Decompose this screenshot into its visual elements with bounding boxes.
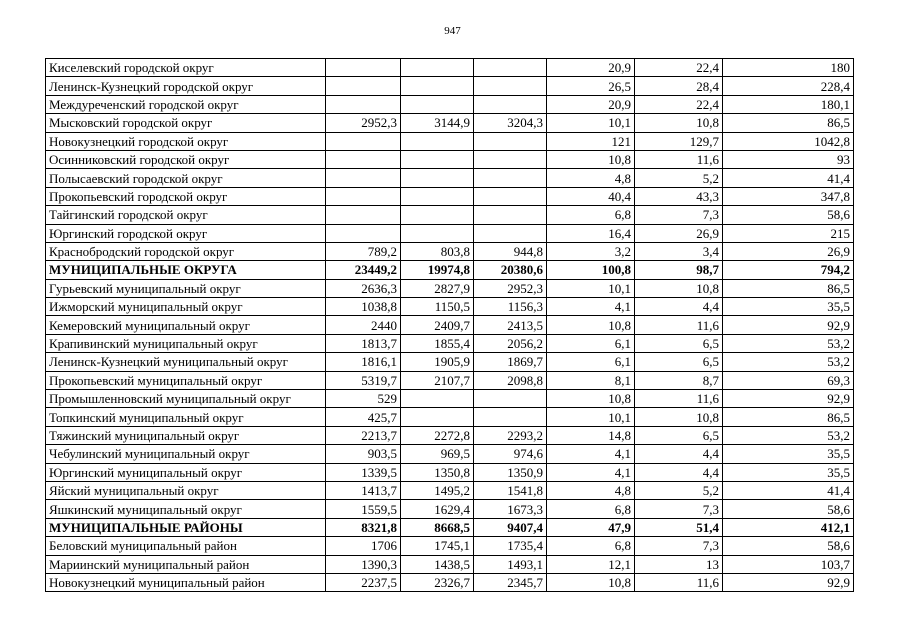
cell-value-v6: 35,5: [723, 298, 854, 316]
cell-name: Новокузнецкий городской округ: [46, 132, 326, 150]
table-row: [46, 463, 854, 481]
cell-value-v5: 7,3: [635, 500, 723, 518]
cell-value-v6: 92,9: [723, 390, 854, 408]
table-row: [46, 187, 854, 205]
cell-value-v1: [326, 224, 401, 242]
cell-value-v5: 129,7: [635, 132, 723, 150]
cell-value-v1: 903,5: [326, 445, 401, 463]
cell-value-v5: 4,4: [635, 298, 723, 316]
cell-value-v1: [326, 59, 401, 77]
cell-name: Краснобродский городской округ: [46, 242, 326, 260]
cell-value-v2: 969,5: [401, 445, 474, 463]
cell-name: Кемеровский муниципальный округ: [46, 316, 326, 334]
cell-value-v6: 794,2: [723, 261, 854, 279]
table-row: [46, 224, 854, 242]
cell-value-v3: [474, 59, 547, 77]
cell-value-v3: [474, 77, 547, 95]
cell-value-v5: 43,3: [635, 187, 723, 205]
cell-value-v5: 11,6: [635, 573, 723, 591]
table-row: [46, 500, 854, 518]
cell-name: Полысаевский городской округ: [46, 169, 326, 187]
table-row: [46, 316, 854, 334]
table-row: [46, 353, 854, 371]
cell-value-v5: 13: [635, 555, 723, 573]
cell-value-v5: 11,6: [635, 390, 723, 408]
cell-value-v3: [474, 206, 547, 224]
cell-name: Ленинск-Кузнецкий городской округ: [46, 77, 326, 95]
cell-value-v6: 347,8: [723, 187, 854, 205]
cell-name: Топкинский муниципальный округ: [46, 408, 326, 426]
cell-value-v4: 6,8: [547, 206, 635, 224]
cell-value-v1: 1816,1: [326, 353, 401, 371]
table-row: [46, 298, 854, 316]
cell-value-v4: 20,9: [547, 59, 635, 77]
cell-value-v3: [474, 132, 547, 150]
cell-name: Киселевский городской округ: [46, 59, 326, 77]
cell-name: Новокузнецкий муниципальный район: [46, 573, 326, 591]
cell-name: МУНИЦИПАЛЬНЫЕ РАЙОНЫ: [46, 518, 326, 536]
cell-value-v5: 6,5: [635, 353, 723, 371]
cell-name: Гурьевский муниципальный округ: [46, 279, 326, 297]
cell-value-v6: 53,2: [723, 426, 854, 444]
cell-value-v2: [401, 95, 474, 113]
cell-value-v3: 2952,3: [474, 279, 547, 297]
cell-value-v1: [326, 132, 401, 150]
cell-value-v4: 4,1: [547, 463, 635, 481]
cell-value-v5: 8,7: [635, 371, 723, 389]
cell-value-v4: 10,1: [547, 114, 635, 132]
cell-value-v3: [474, 150, 547, 168]
cell-value-v6: 1042,8: [723, 132, 854, 150]
cell-value-v2: [401, 59, 474, 77]
table-body: [46, 59, 854, 592]
cell-value-v2: 3144,9: [401, 114, 474, 132]
cell-value-v6: 41,4: [723, 169, 854, 187]
cell-value-v6: 180,1: [723, 95, 854, 113]
table-row: [46, 537, 854, 555]
cell-value-v4: 40,4: [547, 187, 635, 205]
cell-value-v3: 2413,5: [474, 316, 547, 334]
cell-value-v1: [326, 169, 401, 187]
cell-value-v5: 4,4: [635, 445, 723, 463]
cell-value-v6: 53,2: [723, 334, 854, 352]
cell-value-v3: 2293,2: [474, 426, 547, 444]
table-row: [46, 114, 854, 132]
cell-value-v6: 215: [723, 224, 854, 242]
cell-value-v4: 10,8: [547, 573, 635, 591]
cell-value-v4: 8,1: [547, 371, 635, 389]
cell-value-v3: 1673,3: [474, 500, 547, 518]
cell-value-v6: 58,6: [723, 537, 854, 555]
cell-name: Тайгинский городской округ: [46, 206, 326, 224]
data-table: [45, 58, 854, 592]
cell-value-v2: [401, 187, 474, 205]
cell-value-v5: 3,4: [635, 242, 723, 260]
cell-value-v4: 16,4: [547, 224, 635, 242]
cell-value-v5: 10,8: [635, 408, 723, 426]
cell-value-v1: 425,7: [326, 408, 401, 426]
cell-value-v1: 2213,7: [326, 426, 401, 444]
cell-value-v4: 10,8: [547, 150, 635, 168]
cell-value-v3: 974,6: [474, 445, 547, 463]
cell-name: Междуреченский городской округ: [46, 95, 326, 113]
cell-value-v4: 4,1: [547, 298, 635, 316]
cell-value-v2: [401, 169, 474, 187]
table-row: [46, 390, 854, 408]
table-row: [46, 150, 854, 168]
cell-value-v2: 2326,7: [401, 573, 474, 591]
table-row: [46, 426, 854, 444]
cell-value-v2: [401, 132, 474, 150]
cell-value-v6: 103,7: [723, 555, 854, 573]
table-row: [46, 59, 854, 77]
cell-value-v6: 92,9: [723, 316, 854, 334]
cell-value-v2: 19974,8: [401, 261, 474, 279]
cell-value-v2: 2827,9: [401, 279, 474, 297]
cell-value-v1: [326, 206, 401, 224]
cell-value-v5: 7,3: [635, 206, 723, 224]
table-row: [46, 408, 854, 426]
cell-name: Беловский муниципальный район: [46, 537, 326, 555]
cell-value-v6: 228,4: [723, 77, 854, 95]
cell-value-v3: [474, 187, 547, 205]
cell-value-v3: 9407,4: [474, 518, 547, 536]
cell-value-v1: 1038,8: [326, 298, 401, 316]
cell-value-v2: 2272,8: [401, 426, 474, 444]
cell-value-v5: 98,7: [635, 261, 723, 279]
table-row: [46, 573, 854, 591]
cell-value-v6: 69,3: [723, 371, 854, 389]
cell-name: Яшкинский муниципальный округ: [46, 500, 326, 518]
cell-value-v6: 86,5: [723, 279, 854, 297]
cell-value-v4: 10,8: [547, 316, 635, 334]
cell-value-v4: 47,9: [547, 518, 635, 536]
cell-name: Юргинский муниципальный округ: [46, 463, 326, 481]
cell-value-v4: 20,9: [547, 95, 635, 113]
cell-value-v3: 3204,3: [474, 114, 547, 132]
cell-value-v5: 11,6: [635, 316, 723, 334]
table-row: [46, 95, 854, 113]
cell-value-v3: 1493,1: [474, 555, 547, 573]
cell-value-v4: 4,1: [547, 445, 635, 463]
cell-value-v1: 529: [326, 390, 401, 408]
table-row: [46, 371, 854, 389]
cell-value-v1: 2636,3: [326, 279, 401, 297]
cell-value-v1: [326, 77, 401, 95]
cell-value-v3: 1156,3: [474, 298, 547, 316]
cell-value-v6: 180: [723, 59, 854, 77]
cell-value-v6: 41,4: [723, 481, 854, 499]
cell-value-v2: [401, 408, 474, 426]
cell-value-v2: 2107,7: [401, 371, 474, 389]
cell-value-v1: 8321,8: [326, 518, 401, 536]
cell-value-v2: 1495,2: [401, 481, 474, 499]
cell-value-v3: 1869,7: [474, 353, 547, 371]
cell-value-v2: [401, 224, 474, 242]
cell-value-v4: 4,8: [547, 481, 635, 499]
cell-name: Мысковский городской округ: [46, 114, 326, 132]
cell-value-v5: 6,5: [635, 334, 723, 352]
cell-value-v2: 8668,5: [401, 518, 474, 536]
cell-value-v5: 5,2: [635, 481, 723, 499]
cell-value-v6: 53,2: [723, 353, 854, 371]
cell-value-v4: 100,8: [547, 261, 635, 279]
cell-value-v5: 26,9: [635, 224, 723, 242]
cell-value-v1: 2440: [326, 316, 401, 334]
cell-value-v5: 51,4: [635, 518, 723, 536]
cell-value-v1: [326, 187, 401, 205]
cell-value-v6: 58,6: [723, 206, 854, 224]
cell-value-v4: 26,5: [547, 77, 635, 95]
cell-value-v5: 5,2: [635, 169, 723, 187]
table-row: [46, 334, 854, 352]
cell-value-v3: 2056,2: [474, 334, 547, 352]
table-row: [46, 445, 854, 463]
cell-name: Ижморский муниципальный округ: [46, 298, 326, 316]
cell-value-v5: 28,4: [635, 77, 723, 95]
table-row: [46, 169, 854, 187]
cell-value-v4: 3,2: [547, 242, 635, 260]
cell-value-v6: 26,9: [723, 242, 854, 260]
cell-value-v4: 6,8: [547, 537, 635, 555]
cell-value-v5: 22,4: [635, 95, 723, 113]
cell-value-v4: 6,1: [547, 353, 635, 371]
cell-value-v3: 1350,9: [474, 463, 547, 481]
cell-value-v6: 93: [723, 150, 854, 168]
table-row: [46, 242, 854, 260]
cell-value-v4: 14,8: [547, 426, 635, 444]
cell-value-v2: 1855,4: [401, 334, 474, 352]
cell-value-v4: 4,8: [547, 169, 635, 187]
cell-value-v5: 10,8: [635, 279, 723, 297]
cell-value-v1: 1559,5: [326, 500, 401, 518]
cell-name: Чебулинский муниципальный округ: [46, 445, 326, 463]
cell-value-v2: [401, 77, 474, 95]
cell-value-v3: [474, 408, 547, 426]
cell-value-v1: [326, 150, 401, 168]
cell-name: МУНИЦИПАЛЬНЫЕ ОКРУГА: [46, 261, 326, 279]
table-row: [46, 77, 854, 95]
cell-value-v1: 1390,3: [326, 555, 401, 573]
table-row: [46, 132, 854, 150]
cell-value-v3: [474, 95, 547, 113]
cell-value-v1: 1413,7: [326, 481, 401, 499]
cell-name: Мариинский муниципальный район: [46, 555, 326, 573]
cell-value-v3: [474, 224, 547, 242]
cell-value-v5: 7,3: [635, 537, 723, 555]
cell-value-v5: 6,5: [635, 426, 723, 444]
cell-value-v6: 412,1: [723, 518, 854, 536]
cell-value-v2: [401, 150, 474, 168]
cell-name: Прокопьевский муниципальный округ: [46, 371, 326, 389]
table-group-row: [46, 518, 854, 536]
cell-value-v2: 803,8: [401, 242, 474, 260]
cell-value-v6: 58,6: [723, 500, 854, 518]
page-number: 947: [444, 25, 461, 37]
cell-name: Ленинск-Кузнецкий муниципальный округ: [46, 353, 326, 371]
cell-value-v1: [326, 95, 401, 113]
cell-value-v4: 10,1: [547, 279, 635, 297]
cell-name: Прокопьевский городской округ: [46, 187, 326, 205]
cell-value-v1: 1706: [326, 537, 401, 555]
cell-value-v4: 6,1: [547, 334, 635, 352]
cell-value-v5: 11,6: [635, 150, 723, 168]
cell-value-v6: 35,5: [723, 463, 854, 481]
cell-value-v1: 5319,7: [326, 371, 401, 389]
cell-value-v2: [401, 206, 474, 224]
cell-value-v6: 86,5: [723, 114, 854, 132]
cell-value-v2: 1350,8: [401, 463, 474, 481]
cell-value-v3: 944,8: [474, 242, 547, 260]
cell-value-v1: 789,2: [326, 242, 401, 260]
cell-value-v2: 1150,5: [401, 298, 474, 316]
cell-value-v2: 1905,9: [401, 353, 474, 371]
table-row: [46, 481, 854, 499]
cell-value-v3: 2098,8: [474, 371, 547, 389]
cell-value-v3: 2345,7: [474, 573, 547, 591]
table-group-row: [46, 261, 854, 279]
table-row: [46, 206, 854, 224]
cell-value-v3: 20380,6: [474, 261, 547, 279]
cell-name: Яйский муниципальный округ: [46, 481, 326, 499]
cell-value-v4: 6,8: [547, 500, 635, 518]
table-row: [46, 555, 854, 573]
cell-value-v3: [474, 390, 547, 408]
cell-value-v1: 1339,5: [326, 463, 401, 481]
table-row: [46, 279, 854, 297]
cell-value-v1: 2237,5: [326, 573, 401, 591]
cell-value-v5: 4,4: [635, 463, 723, 481]
cell-value-v6: 35,5: [723, 445, 854, 463]
cell-value-v4: 121: [547, 132, 635, 150]
cell-value-v6: 86,5: [723, 408, 854, 426]
cell-value-v2: 1745,1: [401, 537, 474, 555]
cell-name: Промышленновский муниципальный округ: [46, 390, 326, 408]
cell-value-v4: 10,8: [547, 390, 635, 408]
cell-value-v2: 1629,4: [401, 500, 474, 518]
cell-name: Юргинский городской округ: [46, 224, 326, 242]
cell-value-v2: [401, 390, 474, 408]
cell-value-v1: 1813,7: [326, 334, 401, 352]
cell-value-v4: 12,1: [547, 555, 635, 573]
cell-value-v5: 10,8: [635, 114, 723, 132]
cell-value-v3: 1541,8: [474, 481, 547, 499]
cell-value-v1: 23449,2: [326, 261, 401, 279]
cell-name: Осинниковский городской округ: [46, 150, 326, 168]
cell-name: Крапивинский муниципальный округ: [46, 334, 326, 352]
cell-value-v4: 10,1: [547, 408, 635, 426]
cell-value-v6: 92,9: [723, 573, 854, 591]
cell-name: Тяжинский муниципальный округ: [46, 426, 326, 444]
cell-value-v1: 2952,3: [326, 114, 401, 132]
cell-value-v2: 2409,7: [401, 316, 474, 334]
cell-value-v5: 22,4: [635, 59, 723, 77]
cell-value-v3: 1735,4: [474, 537, 547, 555]
cell-value-v2: 1438,5: [401, 555, 474, 573]
cell-value-v3: [474, 169, 547, 187]
